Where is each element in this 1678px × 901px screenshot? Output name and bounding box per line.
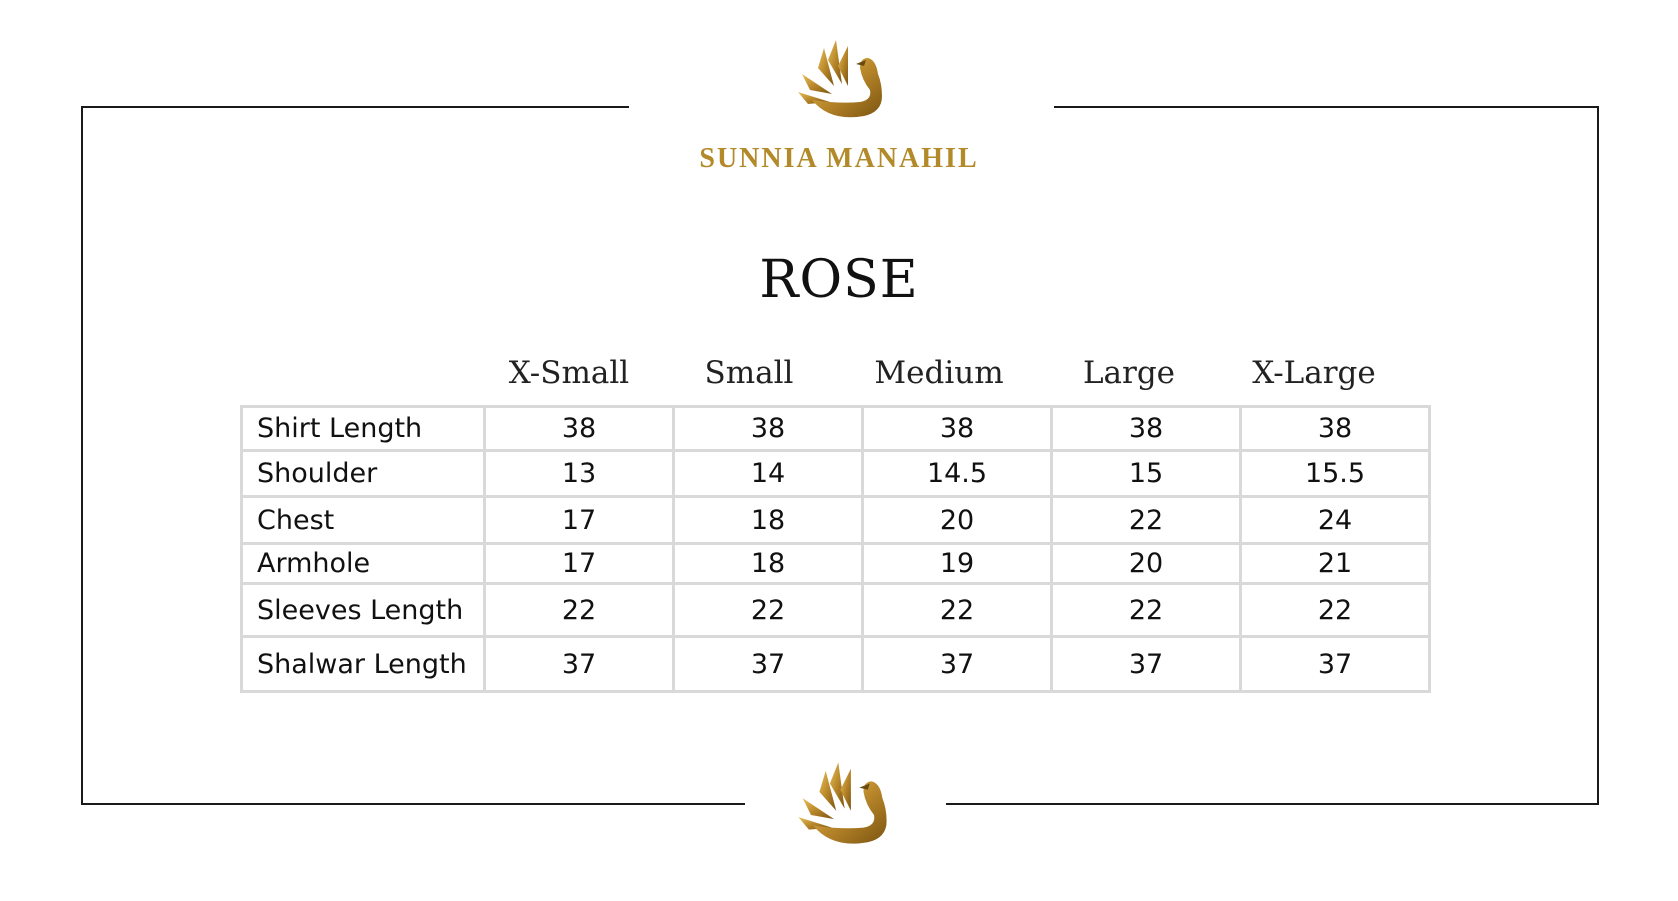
golden-swan-icon (790, 760, 895, 850)
size-header-large: Large (1082, 355, 1176, 391)
cell-value: 14 (674, 451, 863, 497)
cell-value: 37 (485, 637, 674, 692)
frame-right-line (1597, 106, 1599, 805)
cell-value: 20 (1052, 544, 1241, 584)
cell-value: 22 (1052, 497, 1241, 544)
table-row (242, 497, 1430, 544)
row-label: Chest (242, 497, 485, 544)
table-row (242, 637, 1430, 692)
cell-value: 38 (674, 407, 863, 451)
cell-value: 37 (1052, 637, 1241, 692)
cell-value: 38 (1241, 407, 1430, 451)
cell-value: 18 (674, 497, 863, 544)
table-row (242, 451, 1430, 497)
cell-value: 38 (863, 407, 1052, 451)
frame-bottom-left-line (81, 803, 745, 805)
cell-value: 18 (674, 544, 863, 584)
table-row (242, 584, 1430, 637)
table-row (242, 544, 1430, 584)
cell-value: 21 (1241, 544, 1430, 584)
table-row (242, 407, 1430, 451)
frame-left-line (81, 106, 83, 805)
frame-top-left-line (81, 106, 629, 108)
cell-value: 22 (485, 584, 674, 637)
row-label: Shalwar Length (242, 637, 485, 692)
cell-value: 17 (485, 544, 674, 584)
cell-value: 37 (1241, 637, 1430, 692)
frame-top-right-line (1054, 106, 1599, 108)
size-chart-table (240, 405, 1431, 693)
frame-bottom-right-line (946, 803, 1599, 805)
cell-value: 22 (863, 584, 1052, 637)
cell-value: 14.5 (863, 451, 1052, 497)
cell-value: 15.5 (1241, 451, 1430, 497)
row-label: Shoulder (242, 451, 485, 497)
cell-value: 22 (674, 584, 863, 637)
cell-value: 17 (485, 497, 674, 544)
size-header-xsmall: X-Small (508, 355, 630, 391)
row-label: Sleeves Length (242, 584, 485, 637)
size-header-xlarge: X-Large (1252, 355, 1376, 391)
brand-name: SUNNIA MANAHIL (699, 143, 979, 174)
cell-value: 15 (1052, 451, 1241, 497)
size-header-small: Small (704, 355, 794, 391)
row-label: Armhole (242, 544, 485, 584)
cell-value: 22 (1241, 584, 1430, 637)
cell-value: 24 (1241, 497, 1430, 544)
cell-value: 37 (863, 637, 1052, 692)
cell-value: 37 (674, 637, 863, 692)
product-title: ROSE (759, 250, 919, 310)
cell-value: 38 (1052, 407, 1241, 451)
cell-value: 22 (1052, 584, 1241, 637)
cell-value: 38 (485, 407, 674, 451)
golden-swan-icon (790, 38, 890, 123)
cell-value: 19 (863, 544, 1052, 584)
cell-value: 13 (485, 451, 674, 497)
cell-value: 20 (863, 497, 1052, 544)
size-header-medium: Medium (874, 355, 1004, 391)
row-label: Shirt Length (242, 407, 485, 451)
